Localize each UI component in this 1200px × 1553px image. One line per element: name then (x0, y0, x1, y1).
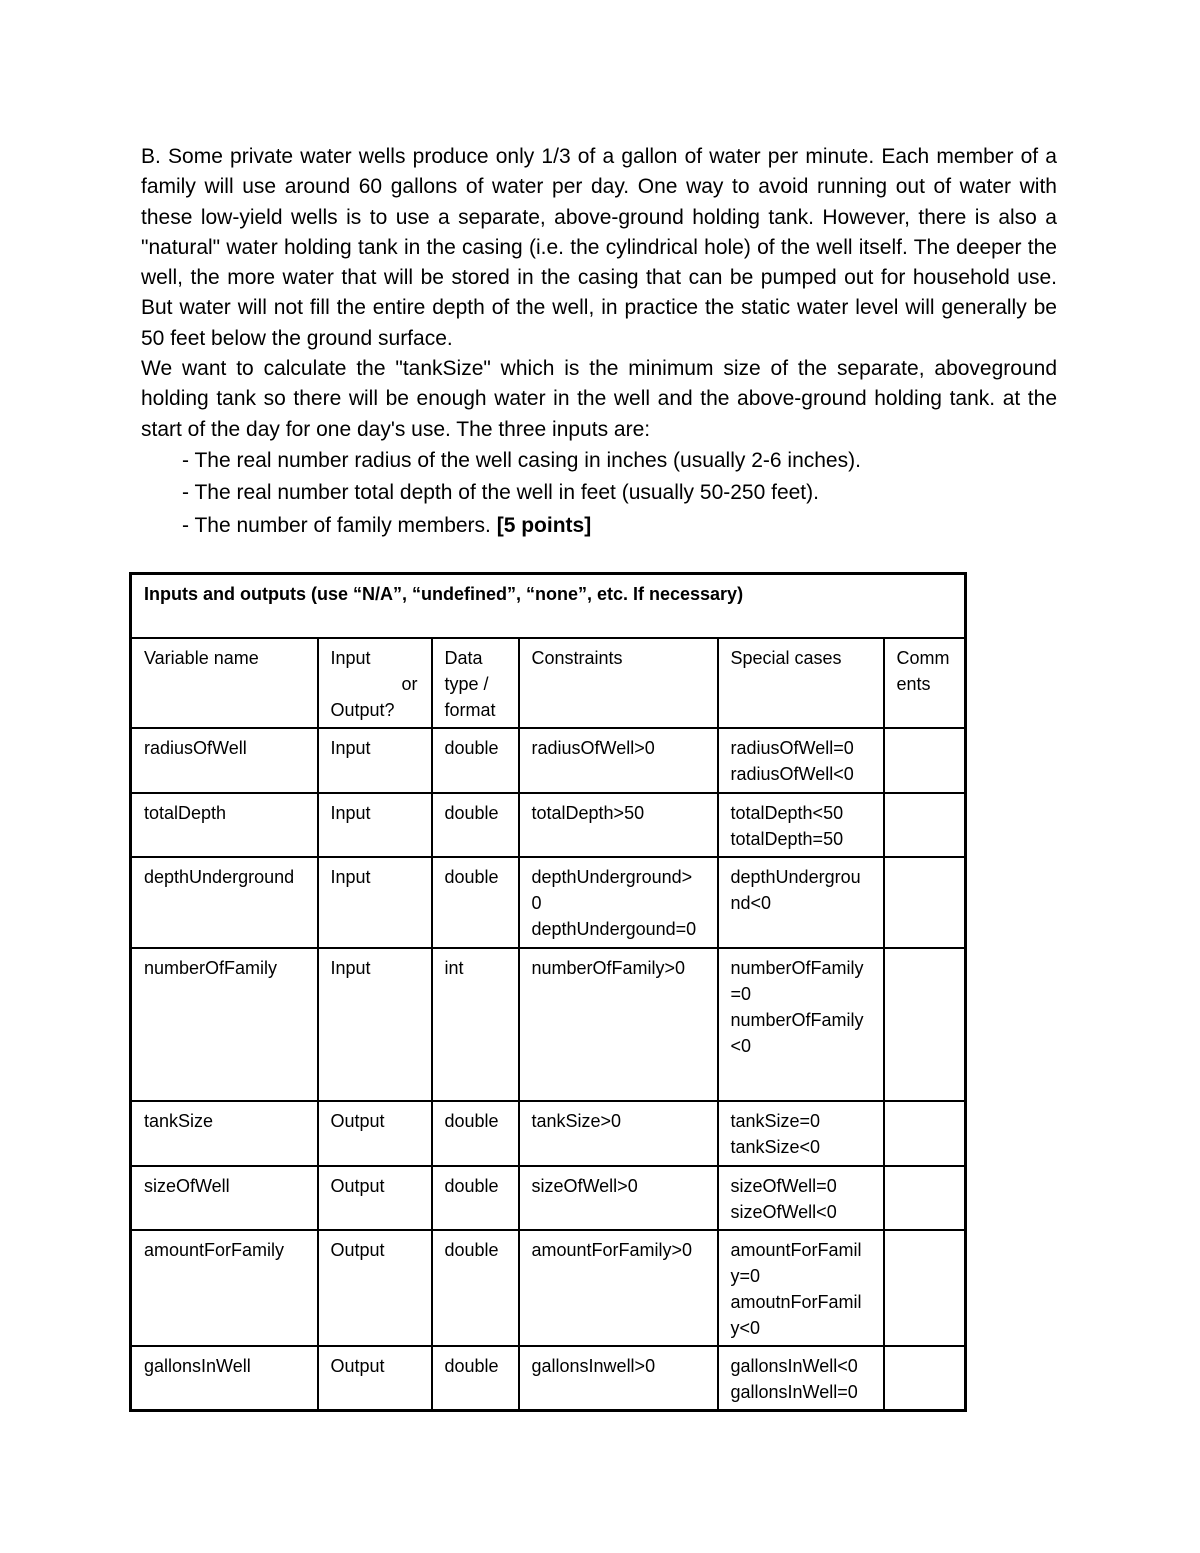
header-special-cases: Special cases (718, 638, 884, 728)
cell-variable-name: depthUnderground (131, 857, 318, 948)
problem-text (141, 142, 1057, 542)
cell-io: Output (318, 1346, 432, 1411)
problem-paragraph-1: B. Some private water wells produce only 1/3 of a gallon of water per minute. Each member of a family will use around 60 gallons of water per day. One way to avoid running out of water with these low-yield wells is to use a separate, above-ground holding tank. However, there is also a "natural" water holding tank in the casing (i.e. the cylindrical hole) of the well itself. The deeper the well, the more water that will be stored in the casing that can be pumped out for household use. But water will not fill the entire depth of the well, in practice the static water level will generally be 50 feet below the ground surface. (141, 145, 1057, 350)
cell-data-type: double (432, 1166, 519, 1230)
input-bullet-family (141, 510, 1057, 543)
cell-variable-name: amountForFamily (131, 1230, 318, 1346)
cell-io: Input (318, 857, 432, 948)
header-input-output (318, 638, 432, 728)
cell-comments (884, 1346, 966, 1411)
cell-variable-name: numberOfFamily (131, 948, 318, 1101)
cell-comments (884, 948, 966, 1101)
table-title-row (131, 574, 966, 639)
cell-io: Input (318, 728, 432, 793)
header-constraints: Constraints (519, 638, 718, 728)
cell-constraints: radiusOfWell>0 (519, 728, 718, 793)
points-label: [5 points] (496, 513, 592, 537)
cell-constraints: amountForFamily>0 (519, 1230, 718, 1346)
cell-special-cases: depthUndergrou nd<0 (718, 857, 884, 948)
cell-constraints: depthUnderground> 0 depthUndergound=0 (519, 857, 718, 948)
table-row (131, 1166, 966, 1230)
cell-comments (884, 1166, 966, 1230)
table-row (131, 1101, 966, 1166)
cell-data-type: int (432, 948, 519, 1101)
cell-special-cases: sizeOfWell=0 sizeOfWell<0 (718, 1166, 884, 1230)
cell-io: Input (318, 948, 432, 1101)
table-row (131, 728, 966, 793)
cell-special-cases: totalDepth<50 totalDepth=50 (718, 793, 884, 857)
cell-constraints: gallonsInwell>0 (519, 1346, 718, 1411)
cell-special-cases: numberOfFamily =0 numberOfFamily <0 (718, 948, 884, 1101)
table-title: Inputs and outputs (use “N/A”, “undefined”, “none”, etc. If necessary) (131, 574, 966, 639)
header-io-line3: Output? (330, 700, 395, 720)
problem-paragraph-2: We want to calculate the "tankSize" which is the minimum size of the separate, aboveground holding tank so there will be enough water in the well and the above-ground holding tank. at the start of the day for one day's use. The three inputs are: (141, 357, 1057, 441)
cell-constraints: tankSize>0 (519, 1101, 718, 1166)
cell-data-type: double (432, 728, 519, 793)
cell-constraints: numberOfFamily>0 (519, 948, 718, 1101)
cell-data-type: double (432, 1101, 519, 1166)
cell-constraints: sizeOfWell>0 (519, 1166, 718, 1230)
header-io-line2: or (401, 674, 418, 694)
cell-data-type: double (432, 1346, 519, 1411)
cell-io: Input (318, 793, 432, 857)
cell-comments (884, 1230, 966, 1346)
cell-comments (884, 728, 966, 793)
cell-comments (884, 857, 966, 948)
cell-variable-name: radiusOfWell (131, 728, 318, 793)
table-row (131, 948, 966, 1101)
header-variable-name: Variable name (131, 638, 318, 728)
cell-variable-name: totalDepth (131, 793, 318, 857)
input-bullet-family-text: - The number of family members. (182, 513, 497, 537)
header-io-line1: Input (330, 648, 371, 668)
cell-comments (884, 1101, 966, 1166)
table-header-row (131, 638, 966, 728)
input-bullet-depth: - The real number total depth of the well in feet (usually 50-250 feet). (182, 481, 819, 505)
table-row (131, 857, 966, 948)
cell-io: Output (318, 1166, 432, 1230)
input-bullet-radius: - The real number radius of the well casing in inches (usually 2-6 inches). (182, 448, 861, 472)
table-row (131, 1346, 966, 1411)
table-row (131, 1230, 966, 1346)
cell-special-cases: radiusOfWell=0 radiusOfWell<0 (718, 728, 884, 793)
cell-special-cases: amountForFamil y=0 amoutnForFamil y<0 (718, 1230, 884, 1346)
cell-special-cases: gallonsInWell<0 gallonsInWell=0 (718, 1346, 884, 1411)
header-data-type: Data type / format (432, 638, 519, 728)
cell-io: Output (318, 1230, 432, 1346)
cell-variable-name: sizeOfWell (131, 1166, 318, 1230)
cell-data-type: double (432, 857, 519, 948)
cell-variable-name: tankSize (131, 1101, 318, 1166)
table-row (131, 793, 966, 857)
cell-data-type: double (432, 1230, 519, 1346)
cell-constraints: totalDepth>50 (519, 793, 718, 857)
cell-variable-name: gallonsInWell (131, 1346, 318, 1411)
cell-special-cases: tankSize=0 tankSize<0 (718, 1101, 884, 1166)
cell-data-type: double (432, 793, 519, 857)
header-comments: Comm ents (884, 638, 966, 728)
cell-io: Output (318, 1101, 432, 1166)
inputs-outputs-table (129, 572, 967, 1412)
cell-comments (884, 793, 966, 857)
